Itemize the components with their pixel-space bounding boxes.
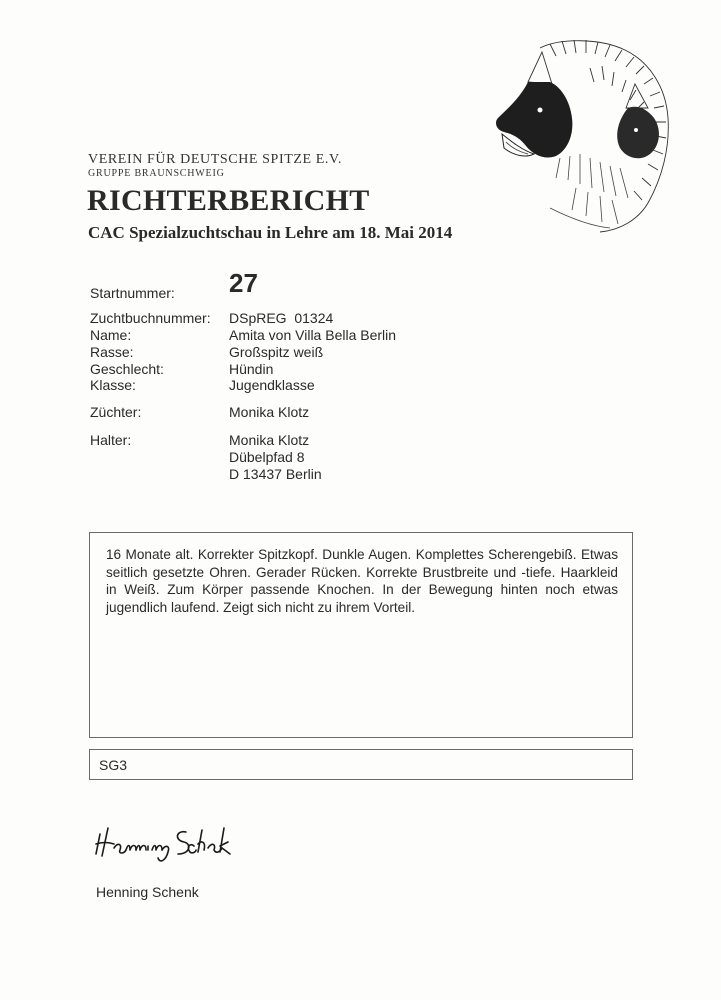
breeder-value: Monika Klotz <box>229 404 310 420</box>
report-text: 16 Monate alt. Korrekter Spitzkopf. Dunkle Augen. Komplettes Scherengebiß. Etwas seitlich gesetzte Ohren. Gerader Rücken. Korrekte Brustbreite und -tiefe. Haarkleid in Weiß. Zum Körper passende Knochen. In der Bewegung hinten noch etwas jugendlich laufend. Zeigt sich nicht zu ihrem Vorteil. <box>106 547 618 615</box>
grade-box <box>89 749 633 780</box>
spitz-dogs-illustration-icon <box>490 38 680 234</box>
start-number-label: Startnummer: <box>90 285 175 301</box>
class-value: Jugendklasse <box>229 377 315 393</box>
document-subtitle: CAC Spezialzuchtschau in Lehre am 18. Mai 2014 <box>88 223 453 242</box>
class-label: Klasse: <box>90 377 136 393</box>
breed-label: Rasse: <box>90 344 134 360</box>
studbook-number-value: DSpREG 01324 <box>229 310 334 326</box>
start-number-value: 27 <box>229 268 258 298</box>
judge-name: Henning Schenk <box>96 884 199 900</box>
organization-group: GRUPPE BRAUNSCHWEIG <box>88 168 225 179</box>
judge-signature <box>92 820 242 868</box>
owner-label: Halter: <box>90 432 132 448</box>
studbook-number-label: Zuchtbuchnummer: <box>90 310 211 326</box>
breeder-label: Züchter: <box>90 404 142 420</box>
sex-value: Hündin <box>229 361 274 377</box>
name-label: Name: <box>90 327 132 343</box>
organization-name: VEREIN FÜR DEUTSCHE SPITZE E.V. <box>88 152 343 167</box>
sex-label: Geschlecht: <box>90 361 164 377</box>
owner-street: Dübelpfad 8 <box>229 449 305 465</box>
owner-name: Monika Klotz <box>229 432 310 448</box>
name-value: Amita von Villa Bella Berlin <box>229 327 397 343</box>
owner-city: D 13437 Berlin <box>229 466 322 482</box>
grade-value: SG3 <box>99 757 128 773</box>
document-title: RICHTERBERICHT <box>87 184 370 217</box>
report-box <box>89 532 633 738</box>
breed-value: Großspitz weiß <box>229 344 324 360</box>
